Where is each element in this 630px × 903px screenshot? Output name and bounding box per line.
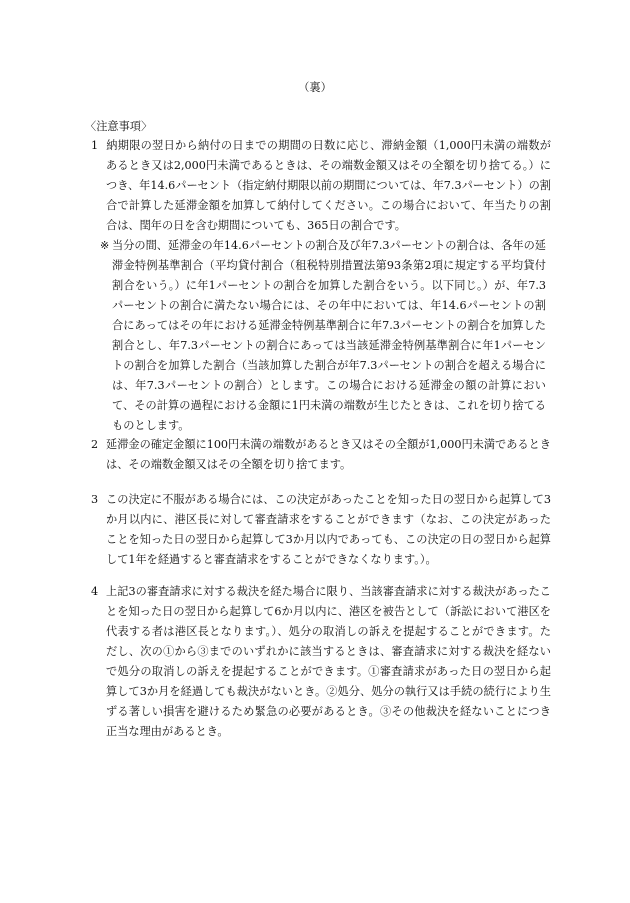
note-item-4-text: 上記3の審査請求に対する裁決を経た場合に限り、当該審査請求に対する裁決があったことを知った日の翌日から起算して6か月以内に、港区を被告として（訴訟において港区を代表する者は港区長となります。）、処分の取消しの訴えを提起することができます。ただし、次の①から③までのいずれかに該当するときは、審査請求に対する裁決を経ないで処分の取消しの訴えを提起することができます。①審査請求があった日の翌日から起算して3か月を経過しても裁決がないとき。②処分、処分の執行又は手続の続行により生ずる著しい損害を避けるため緊急の必要があるとき。③その他裁決を経ないことにつき正当な理由があるとき。 (106, 585, 551, 738)
subnote-text: 当分の間、延滞金の年14.6パーセントの割合及び年7.3パーセントの割合は、各年の延滞金特例基準割合（平均貸付割合（租税特別措置法第93条第2項に規定する平均貸付割合をいう。）に年1パーセントの割合を加算した割合をいう。以下同じ。）が、年7.3パーセントの割合に満たない場合には、その年中においては、年14.6パーセントの割合にあってはその年における延滞金特例基準割合に年7.3パーセントの割合を加算した割合とし、年7.3パーセントの割合にあっては当該延滞金特例基準割合に年1パーセントの割合を加算した割合（当該加算した割合が年7.3パーセントの割合を超える場合には、年7.3パーセントの割合）とします。この場合における延滞金の額の計算において、その計算の過程における金額に1円未満の端数が生じたときは、これを切り捨てるものとします。 (112, 239, 546, 432)
notes-heading: 〈注意事項〉 (85, 120, 153, 133)
note-item-4-number: 4 (91, 585, 99, 598)
note-item-4 (91, 582, 551, 742)
subnote-mark: ※ (100, 239, 110, 252)
note-item-1 (91, 136, 551, 236)
note-item-2-number: 2 (91, 438, 99, 451)
note-item-1-text: 納期限の翌日から納付の日までの期間の日数に応じ、滞納金額（1,000円未満の端数があるとき又は2,000円未満であるときは、その端数金額又はその全額を切り捨てる。）につき、年14.6パーセント（指定納付期限以前の期間については、年7.3パーセント）の割合で計算した延滞金額を加算して納付してください。この場合において、年当たりの割合は、閏年の日を含む期間についても、365日の割合です。 (106, 139, 551, 232)
note-item-2-text: 延滞金の確定金額に100円未満の端数があるとき又はその全額が1,000円未満であるときは、その端数金額又はその全額を切り捨てます。 (106, 438, 551, 471)
note-item-1-subnote (100, 236, 546, 436)
note-item-1-number: 1 (91, 139, 99, 152)
note-item-3-text: この決定に不服がある場合には、この決定があったことを知った日の翌日から起算して3か月以内に、港区長に対して審査請求をすることができます（なお、この決定があったことを知った日の翌日から起算して3か月以内であっても、この決定の日の翌日から起算して1年を経過すると審査請求をすることができなくなります。）。 (106, 493, 551, 566)
note-item-3 (91, 490, 551, 570)
note-item-3-number: 3 (91, 493, 99, 506)
note-item-2 (91, 435, 551, 475)
page-side-label: （裏） (298, 81, 332, 94)
